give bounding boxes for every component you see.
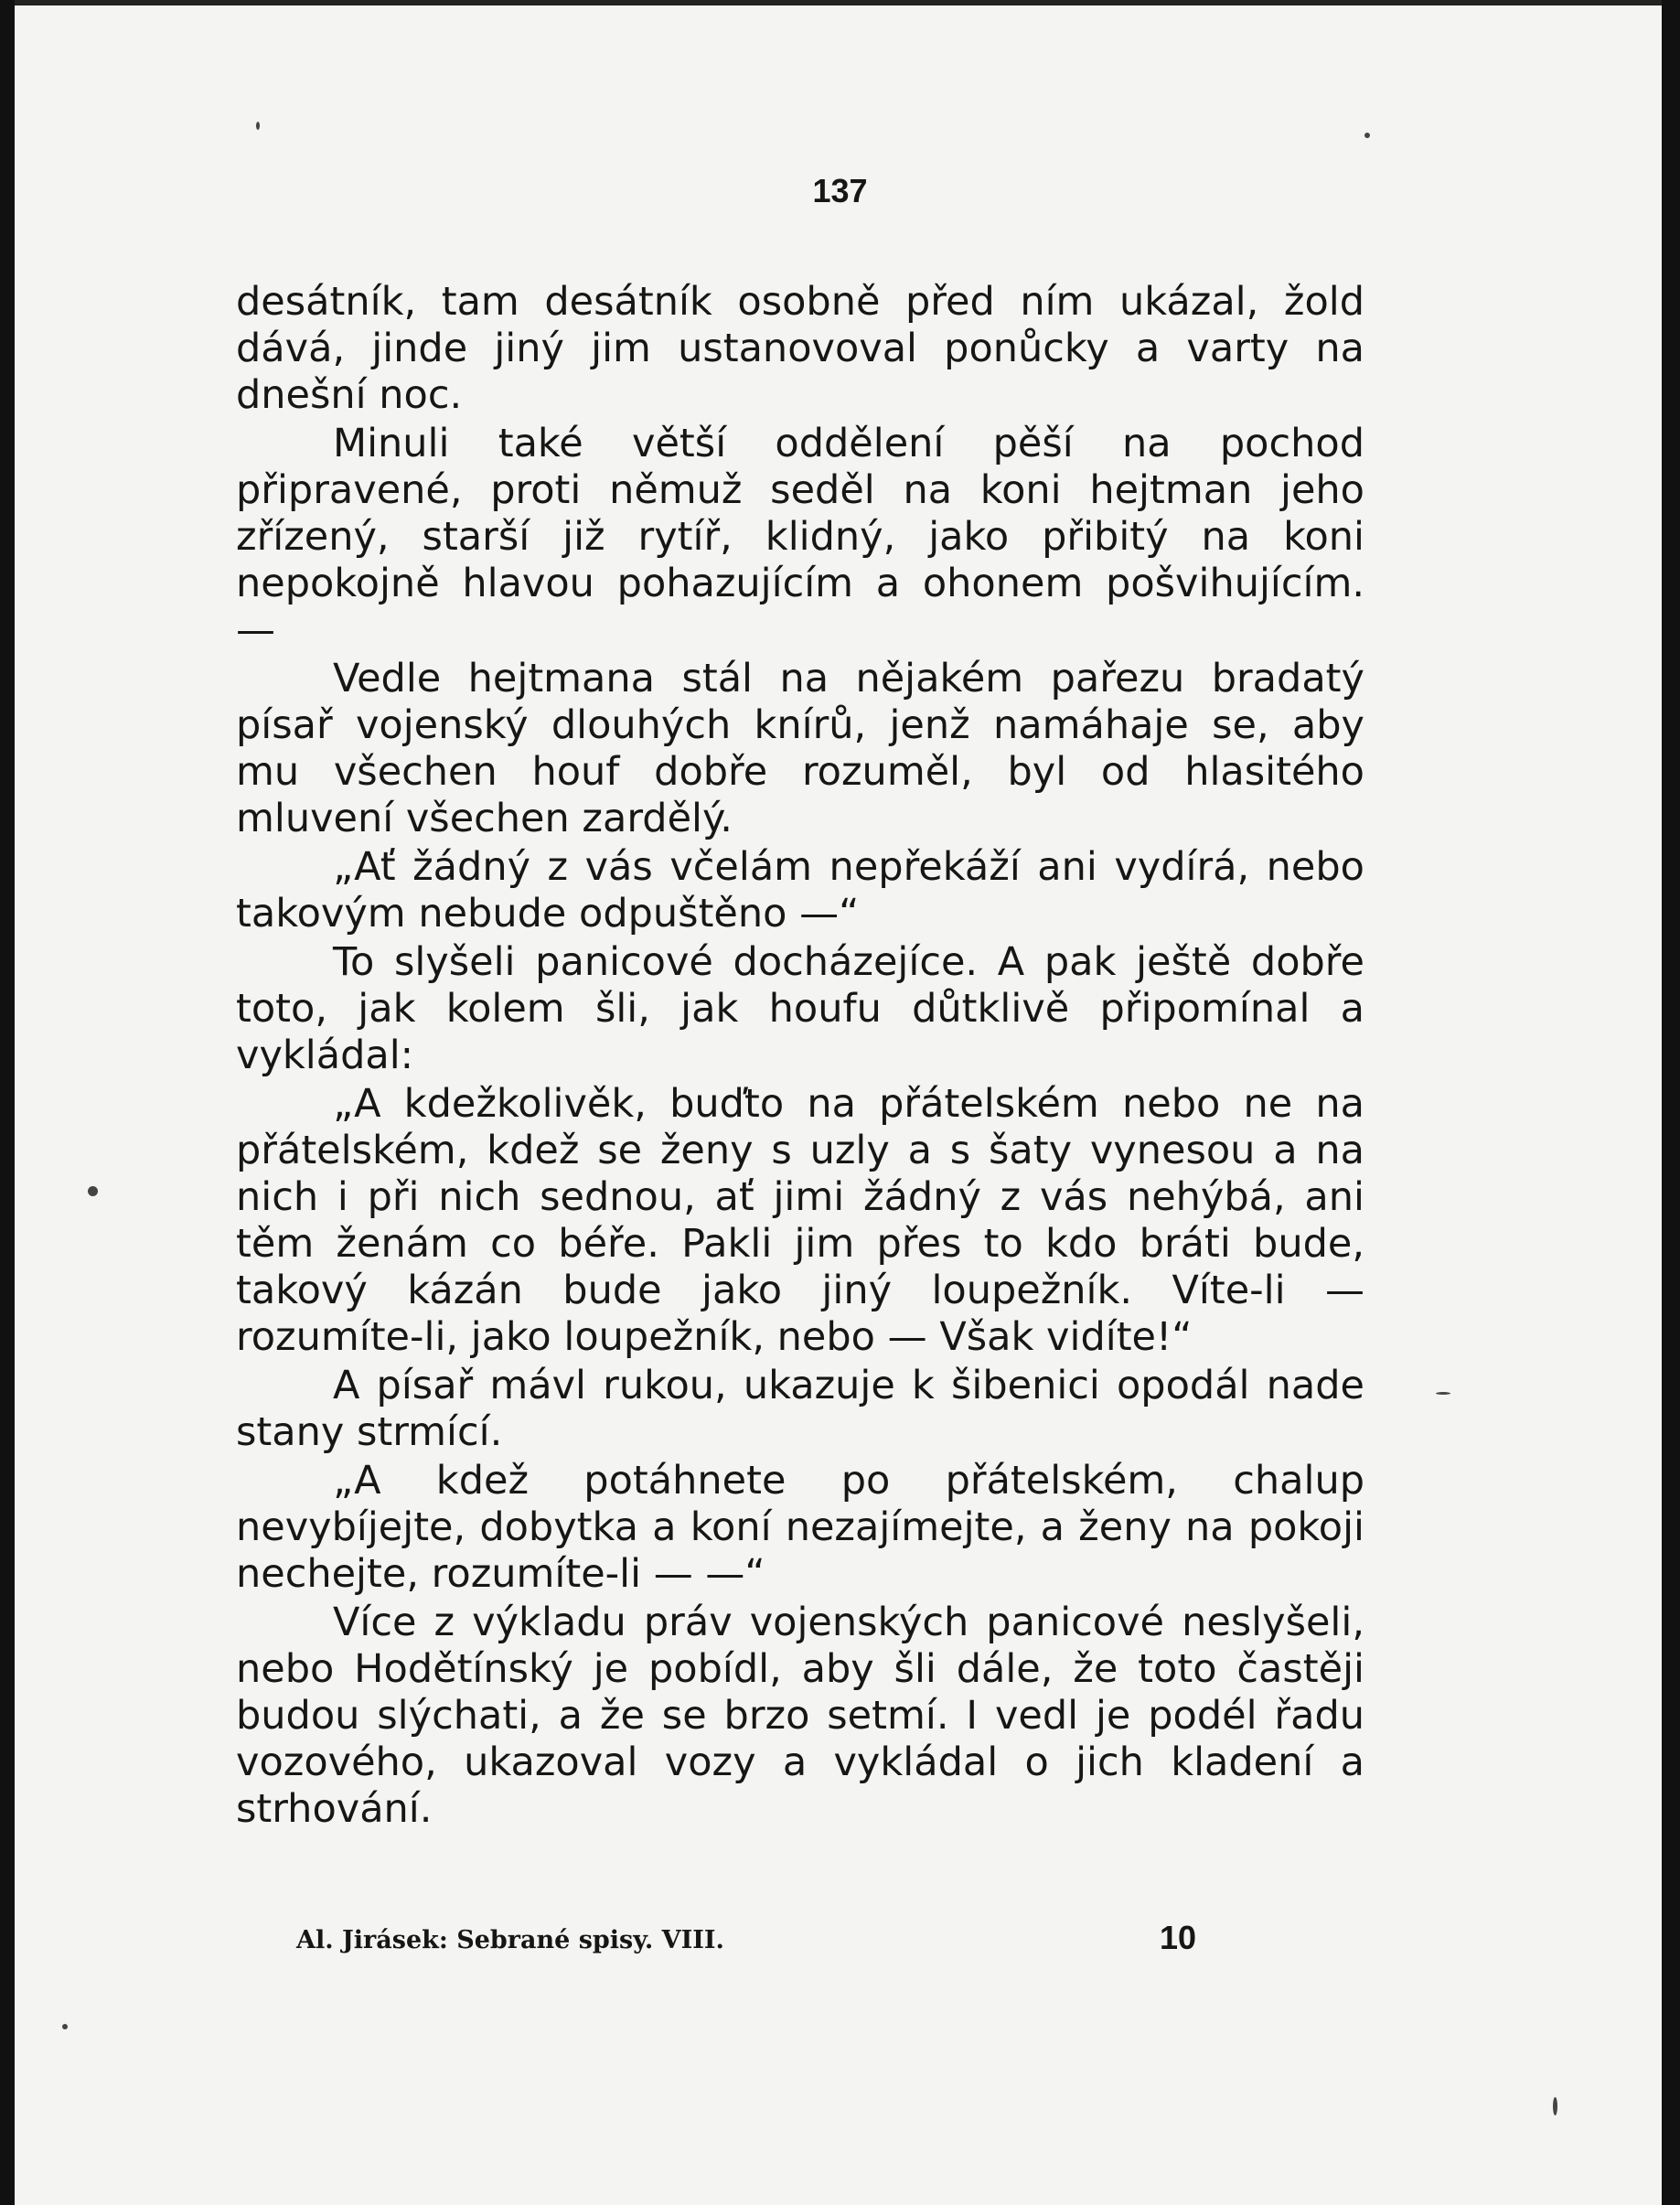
paragraph: „A kdežkolivěk, buďto na přátelském nebo ne na přátelském, kdež se ženy s uzly a s šaty vynesou a na nich i při nich sednou, ať jimi žádný z vás nehýbá, ani těm ženám co béře. Pakli jim přes to kdo bráti bude, takový kázán bude jako jiný loupežník. Víte-li — rozumíte-li, jako loupežník, nebo — Však vidíte!“ <box>236 1081 1364 1360</box>
paragraph: Více z výkladu práv vojenských panicové neslyšeli, nebo Hodětínský je pobídl, aby šli dále, že toto častěji budou slýchati, a že se brzo setmí. I vedl je podél řadu vozového, ukazoval vozy a vykládal o jich kladení a strhování. <box>236 1600 1364 1832</box>
scan-speck <box>1364 133 1370 138</box>
page-number: 137 <box>812 172 868 209</box>
page-footer <box>0 1919 1680 1974</box>
scan-edge-top <box>0 0 1680 5</box>
signature-line: Al. Jirásek: Sebrané spisy. VIII. <box>296 1926 724 1954</box>
paragraph: desátník, tam desátník osobně před ním ukázal, žold dává, jinde jiný jim ustanovoval ponůcky a varty na dnešní noc. <box>236 279 1364 418</box>
paragraph: A písař mávl rukou, ukazuje k šibenici opodál nade stany strmící. <box>236 1363 1364 1455</box>
paragraph: Vedle hejtmana stál na nějakém pařezu bradatý písař vojenský dlouhých knírů, jenž namáhaje se, aby mu všechen houf dobře rozuměl, byl od hlasitého mluvení všechen zardělý. <box>236 656 1364 841</box>
scan-speck <box>256 122 260 130</box>
paragraph: To slyšeli panicové docházejíce. A pak ještě dobře toto, jak kolem šli, jak houfu důtklivě připomínal a vykládal: <box>236 939 1364 1078</box>
scan-speck <box>88 1186 98 1196</box>
scan-speck <box>1553 2097 1557 2115</box>
paragraph: Minuli také větší oddělení pěší na pochod připravené, proti němuž seděl na koni hejtman jeho zřízený, starší již rytíř, klidný, jako přibitý na koni nepokojně hlavou pohazujícím a ohonem pošvihujícím. — <box>236 421 1364 653</box>
paragraph: „A kdež potáhnete po přátelském, chalup nevybíjejte, dobytka a koní nezajímejte, a ženy na pokoji nechejte, rozumíte-li — —“ <box>236 1458 1364 1597</box>
body-text <box>236 279 1364 1835</box>
scan-edge-right <box>1662 0 1680 2205</box>
paragraph: „Ať žádný z vás včelám nepřekáží ani vydírá, nebo takovým nebude odpuštěno —“ <box>236 844 1364 937</box>
scan-edge-left <box>0 0 15 2205</box>
sheet-number: 10 <box>1160 1919 1197 1956</box>
scan-speck <box>62 2024 68 2029</box>
scan-speck <box>1436 1392 1450 1395</box>
